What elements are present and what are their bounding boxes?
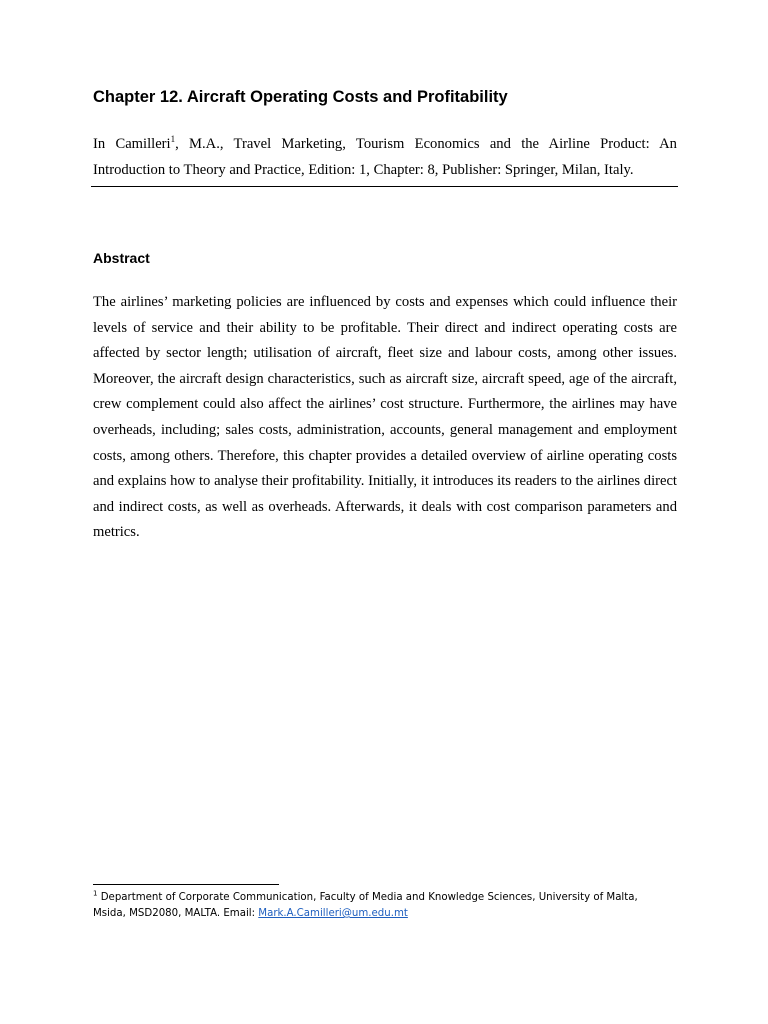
footnote-divider: [93, 884, 279, 885]
email-link[interactable]: Mark.A.Camilleri@um.edu.mt: [258, 908, 408, 919]
citation-paragraph: [93, 131, 677, 183]
footnote-text: Department of Corporate Communication, Faculty of Media and Knowledge Sciences, University of Malta, Msida, MSD2080, MALTA. Email:: [93, 892, 638, 919]
footnote-marker: 1: [93, 889, 98, 898]
chapter-title: Chapter 12. Aircraft Operating Costs and Profitability: [93, 88, 508, 106]
citation-text: , M.A., Travel Marketing, Tourism Economics and the Airline Product: An Introduction to Theory and Practice, Edition: 1, Chapter: 8, Publisher: Springer, Milan, Italy.: [93, 136, 677, 178]
abstract-body: The airlines’ marketing policies are influenced by costs and expenses which could influence their levels of service and their ability to be profitable. Their direct and indirect operating costs are affected by sector length; utilisation of aircraft, fleet size and labour costs, among other issues. Moreover, the aircraft design characteristics, such as aircraft size, aircraft speed, age of the aircraft, crew complement could also affect the airlines’ cost structure. Furthermore, the airlines may have overheads, including; sales costs, administration, accounts, general management and employment costs, among others. Therefore, this chapter provides a detailed overview of airline operating costs and explains how to analyse their profitability. Initially, it introduces its readers to the airlines direct and indirect costs, as well as overheads. Afterwards, it deals with cost comparison parameters and metrics.: [93, 294, 677, 541]
footnote: [93, 890, 665, 922]
abstract-heading: Abstract: [93, 250, 150, 266]
title-divider: [91, 186, 678, 187]
citation-footnote-marker: 1: [170, 134, 176, 145]
citation-prefix: In Camilleri: [93, 136, 171, 152]
